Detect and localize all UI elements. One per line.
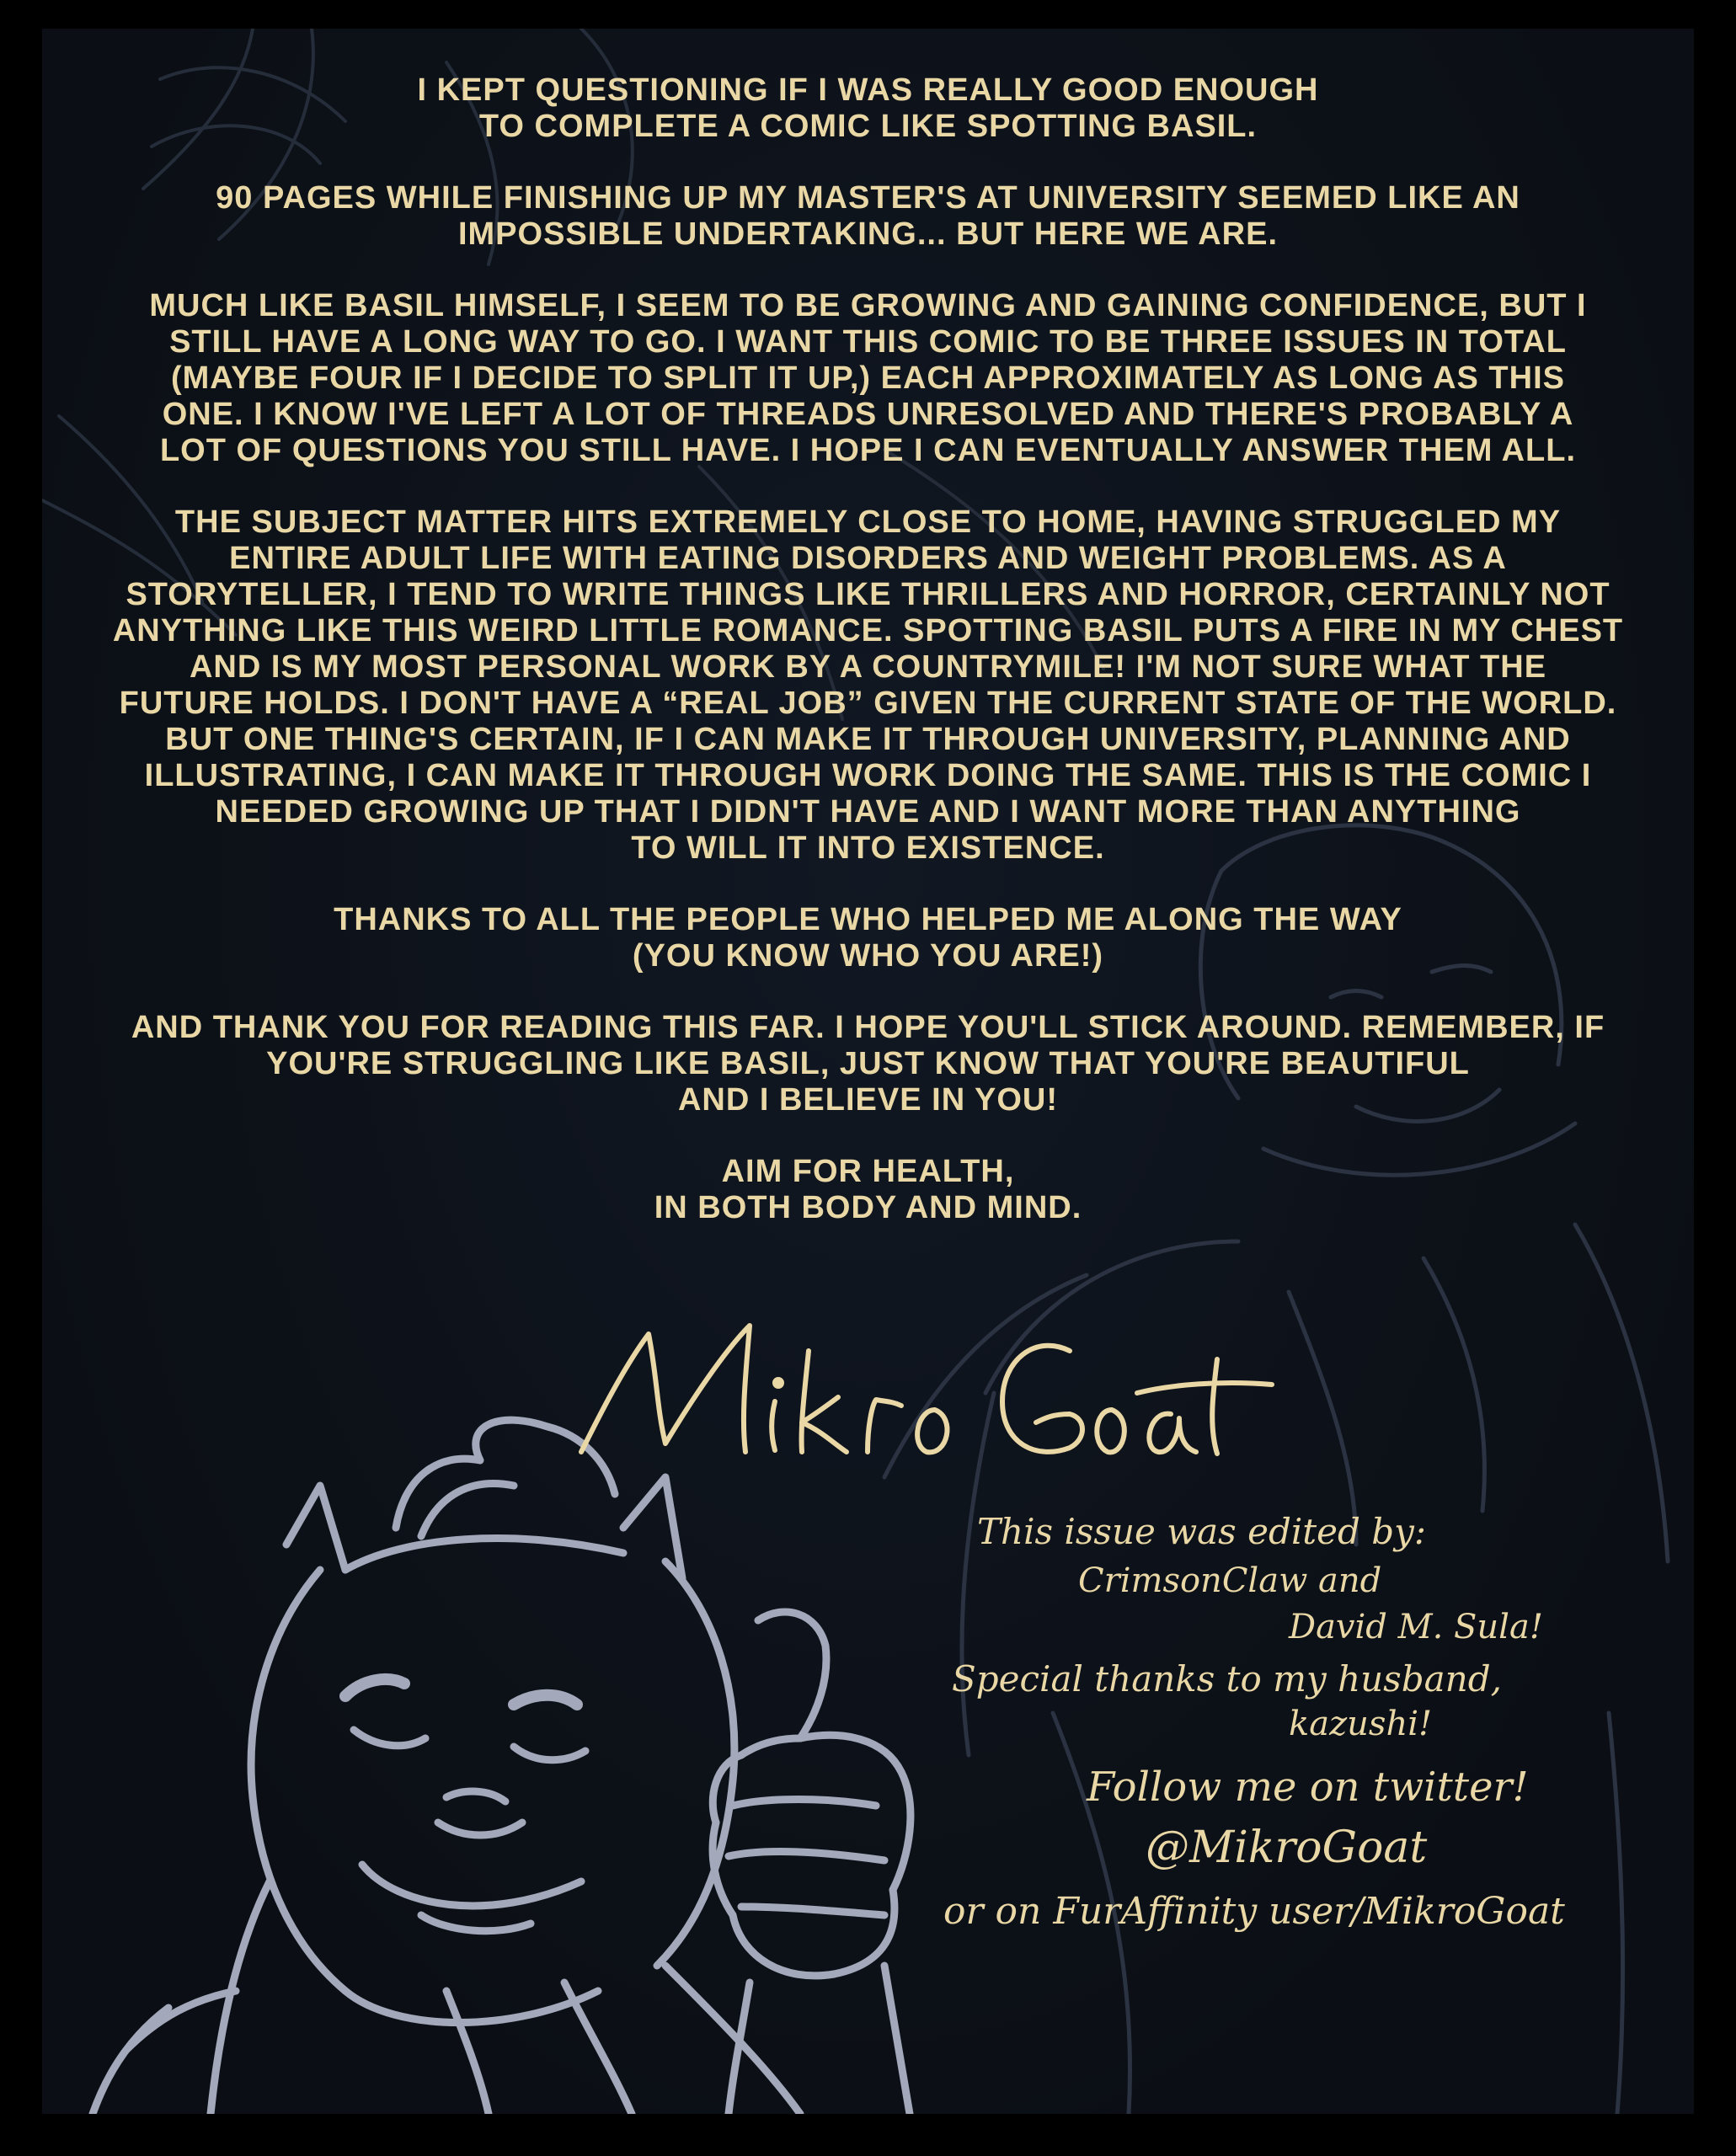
letter-panel bbox=[42, 29, 1694, 2114]
letter-line: THE SUBJECT MATTER HITS EXTREMELY CLOSE TO HOME, HAVING STRUGGLED MY bbox=[174, 504, 1562, 540]
paragraph-3 bbox=[93, 288, 1643, 469]
letter-line: LOT OF QUESTIONS YOU STILL HAVE. I HOPE I CAN EVENTUALLY ANSWER THEM ALL. bbox=[159, 433, 1577, 468]
paragraph-6 bbox=[93, 1010, 1643, 1118]
letter-line: STILL HAVE A LONG WAY TO GO. I WANT THIS COMIC TO BE THREE ISSUES IN TOTAL bbox=[169, 324, 1567, 360]
letter-line: FUTURE HOLDS. I DON'T HAVE A “REAL JOB” GIVEN THE CURRENT STATE OF THE WORLD. bbox=[119, 686, 1617, 721]
paragraph-1 bbox=[93, 72, 1643, 145]
furaffinity-text: or on FurAffinity user/MikroGoat bbox=[943, 1890, 1565, 1933]
letter-line: IMPOSSIBLE UNDERTAKING... BUT HERE WE ARE. bbox=[457, 216, 1279, 252]
letter-line: (MAYBE FOUR IF I DECIDE TO SPLIT IT UP,) EACH APPROXIMATELY AS LONG AS THIS bbox=[171, 360, 1565, 396]
follow-twitter-text: Follow me on twitter! bbox=[1087, 1764, 1529, 1811]
paragraph-7 bbox=[93, 1154, 1643, 1226]
letter-line: ONE. I KNOW I'VE LEFT A LOT OF THREADS UNRESOLVED AND THERE'S PROBABLY A bbox=[162, 397, 1574, 432]
letter-line: ILLUSTRATING, I CAN MAKE IT THROUGH WORK DOING THE SAME. THIS IS THE COMIC I bbox=[144, 758, 1592, 793]
letter-line: TO COMPLETE A COMIC LIKE SPOTTING BASIL. bbox=[478, 109, 1258, 144]
twitter-handle-text: @MikroGoat bbox=[1146, 1822, 1428, 1873]
letter-line: AND IS MY MOST PERSONAL WORK BY A COUNTRYMILE! I'M NOT SURE WHAT THE bbox=[189, 649, 1547, 685]
paragraph-2 bbox=[93, 180, 1643, 253]
letter-line: AND I BELIEVE IN YOU! bbox=[677, 1082, 1059, 1118]
paragraph-5 bbox=[93, 902, 1643, 974]
letter-line: MUCH LIKE BASIL HIMSELF, I SEEM TO BE GROWING AND GAINING CONFIDENCE, BUT I bbox=[149, 288, 1587, 323]
editor-1-text: CrimsonClaw and bbox=[1078, 1561, 1382, 1600]
letter-line: STORYTELLER, I TEND TO WRITE THINGS LIKE THRILLERS AND HORROR, CERTAINLY NOT bbox=[126, 577, 1610, 612]
letter-line: AIM FOR HEALTH, bbox=[721, 1154, 1015, 1189]
letter-line: 90 PAGES WHILE FINISHING UP MY MASTER'S AT UNIVERSITY SEEMED LIKE AN bbox=[216, 180, 1520, 216]
edited-by-text: This issue was edited by: bbox=[977, 1511, 1426, 1552]
signature bbox=[531, 1300, 1289, 1486]
letter-line: NEEDED GROWING UP THAT I DIDN'T HAVE AND I WANT MORE THAN ANYTHING bbox=[215, 794, 1521, 830]
husband-name-text: kazushi! bbox=[1289, 1705, 1433, 1743]
letter-line: BUT ONE THING'S CERTAIN, IF I CAN MAKE IT THROUGH UNIVERSITY, PLANNING AND bbox=[165, 722, 1571, 757]
letter-line: YOU'RE STRUGGLING LIKE BASIL, JUST KNOW THAT YOU'RE BEAUTIFUL bbox=[266, 1046, 1470, 1081]
letter-body bbox=[93, 72, 1643, 1262]
editor-2-text: David M. Sula! bbox=[1289, 1608, 1543, 1646]
letter-line: AND THANK YOU FOR READING THIS FAR. I HOPE YOU'LL STICK AROUND. REMEMBER, IF bbox=[131, 1010, 1605, 1045]
letter-line: THANKS TO ALL THE PEOPLE WHO HELPED ME ALONG THE WAY bbox=[334, 902, 1402, 937]
thumbs-up-character bbox=[93, 1420, 911, 2114]
thanks-text: Special thanks to my husband, bbox=[952, 1658, 1502, 1700]
letter-line: IN BOTH BODY AND MIND. bbox=[654, 1190, 1082, 1225]
letter-line: ANYTHING LIKE THIS WEIRD LITTLE ROMANCE. SPOTTING BASIL PUTS A FIRE IN MY CHEST bbox=[112, 613, 1624, 648]
letter-line: (YOU KNOW WHO YOU ARE!) bbox=[632, 938, 1104, 974]
letter-line: TO WILL IT INTO EXISTENCE. bbox=[631, 830, 1105, 866]
letter-line: I KEPT QUESTIONING IF I WAS REALLY GOOD ENOUGH bbox=[417, 72, 1319, 108]
paragraph-4 bbox=[93, 504, 1643, 867]
letter-line: ENTIRE ADULT LIFE WITH EATING DISORDERS AND WEIGHT PROBLEMS. AS A bbox=[229, 541, 1507, 576]
